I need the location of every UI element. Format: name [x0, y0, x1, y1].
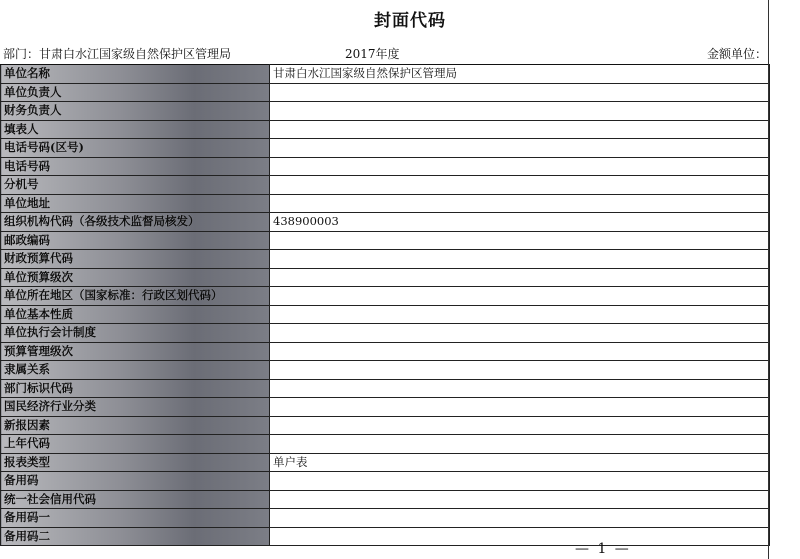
field-label: 隶属关系	[1, 361, 270, 380]
form-row	[1, 157, 770, 176]
form-row	[1, 324, 770, 343]
field-value[interactable]	[270, 472, 770, 491]
form-row	[1, 139, 770, 158]
page-title: 封面代码	[374, 11, 446, 31]
form-row	[1, 102, 770, 121]
form-row	[1, 213, 770, 232]
field-label: 电话号码	[1, 157, 270, 176]
field-value[interactable]	[270, 250, 770, 269]
field-value[interactable]	[270, 287, 770, 306]
field-value[interactable]	[270, 120, 770, 139]
field-value[interactable]	[270, 490, 770, 509]
field-label: 预算管理级次	[1, 342, 270, 361]
field-label: 财政预算代码	[1, 250, 270, 269]
field-label: 新报因素	[1, 416, 270, 435]
form-row	[1, 231, 770, 250]
field-label: 备用码	[1, 472, 270, 491]
form-row	[1, 527, 770, 546]
field-label: 填表人	[1, 120, 270, 139]
field-value[interactable]	[270, 398, 770, 417]
form-row	[1, 83, 770, 102]
page-number: — 1 —	[575, 541, 631, 557]
field-label: 组织机构代码（各级技术监督局核发）	[1, 213, 270, 232]
page-edge-line	[768, 0, 769, 559]
field-value[interactable]	[270, 157, 770, 176]
field-value[interactable]: 438900003	[270, 213, 770, 232]
form-row	[1, 435, 770, 454]
field-label: 电话号码(区号)	[1, 139, 270, 158]
field-label: 备用码二	[1, 527, 270, 546]
field-label: 备用码一	[1, 509, 270, 528]
form-row	[1, 490, 770, 509]
form-row	[1, 176, 770, 195]
form-row	[1, 379, 770, 398]
field-value[interactable]	[270, 361, 770, 380]
field-label: 上年代码	[1, 435, 270, 454]
field-value[interactable]	[270, 324, 770, 343]
field-value[interactable]	[270, 305, 770, 324]
form-row	[1, 120, 770, 139]
field-label: 财务负责人	[1, 102, 270, 121]
field-value[interactable]	[270, 268, 770, 287]
field-value[interactable]	[270, 102, 770, 121]
field-value[interactable]	[270, 527, 770, 546]
fiscal-year: 2017年度	[345, 47, 400, 61]
form-row	[1, 416, 770, 435]
field-label: 单位负责人	[1, 83, 270, 102]
field-label: 邮政编码	[1, 231, 270, 250]
field-value[interactable]	[270, 416, 770, 435]
form-row	[1, 509, 770, 528]
field-label: 国民经济行业分类	[1, 398, 270, 417]
cover-code-table	[0, 64, 770, 546]
field-label: 报表类型	[1, 453, 270, 472]
field-label: 分机号	[1, 176, 270, 195]
field-value[interactable]	[270, 194, 770, 213]
form-row	[1, 305, 770, 324]
form-row	[1, 65, 770, 84]
form-row	[1, 287, 770, 306]
field-value[interactable]	[270, 379, 770, 398]
field-value[interactable]	[270, 139, 770, 158]
field-value[interactable]	[270, 435, 770, 454]
form-row	[1, 472, 770, 491]
form-row	[1, 342, 770, 361]
form-row	[1, 361, 770, 380]
field-value[interactable]: 甘肃白水江国家级自然保护区管理局	[270, 65, 770, 84]
form-row	[1, 453, 770, 472]
form-row	[1, 250, 770, 269]
field-label: 单位预算级次	[1, 268, 270, 287]
department-label: 部门：甘肃白水江国家级自然保护区管理局	[3, 47, 232, 61]
field-value[interactable]	[270, 509, 770, 528]
amount-unit-label: 金额单位：	[706, 47, 767, 61]
field-label: 统一社会信用代码	[1, 490, 270, 509]
field-value[interactable]: 单户表	[270, 453, 770, 472]
field-label: 单位名称	[1, 65, 270, 84]
field-value[interactable]	[270, 83, 770, 102]
form-row	[1, 268, 770, 287]
field-label: 单位基本性质	[1, 305, 270, 324]
field-value[interactable]	[270, 176, 770, 195]
field-label: 单位所在地区（国家标准：行政区划代码）	[1, 287, 270, 306]
field-label: 单位地址	[1, 194, 270, 213]
field-value[interactable]	[270, 231, 770, 250]
field-label: 单位执行会计制度	[1, 324, 270, 343]
field-value[interactable]	[270, 342, 770, 361]
form-row	[1, 194, 770, 213]
field-label: 部门标识代码	[1, 379, 270, 398]
form-row	[1, 398, 770, 417]
